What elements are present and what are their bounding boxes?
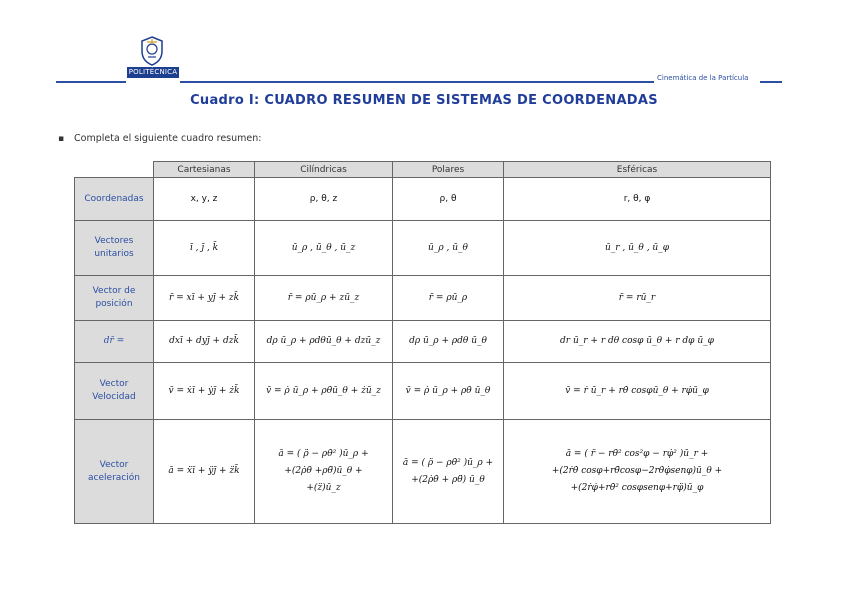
formula-line: ā = ( r̈ − rθ̇² cos²φ − rφ̇² )ū_r + (565, 449, 709, 459)
table-cell: v̄ = ρ̇ ū_ρ + ρθ̇ ū_θ (393, 363, 504, 420)
formula-line: ā = ( ρ̈ − ρθ̇² )ū_ρ + (278, 449, 369, 459)
table-cell (255, 420, 393, 524)
table-cell: ī , j̄ , k̄ (154, 221, 255, 276)
column-header: Esféricas (504, 162, 771, 178)
table-cell (504, 420, 771, 524)
row-label: Vectores unitarios (75, 221, 154, 276)
table-row (75, 178, 771, 221)
table-cell (393, 420, 504, 524)
header-rule-left (56, 81, 126, 83)
table-cell: r̄ = ρū_ρ + zū_z (255, 276, 393, 321)
table-cell: dρ ū_ρ + ρdθ ū_θ (393, 321, 504, 363)
table-cell: dr ū_r + r dθ cosφ ū_θ + r dφ ū_φ (504, 321, 771, 363)
formula-line: +(z̈)ū_z (306, 483, 341, 493)
row-label: Vector de posición (75, 276, 154, 321)
table-cell: dρ ū_ρ + ρdθū_θ + dzū_z (255, 321, 393, 363)
document-title: Cuadro I: CUADRO RESUMEN DE SISTEMAS DE COORDENADAS (190, 93, 658, 108)
formula-line: +(2ṙθ̇ cosφ+rθ̈cosφ−2rθ̇φ̇senφ)ū_θ + (551, 466, 723, 476)
instruction-text: Completa el siguiente cuadro resumen: (74, 133, 262, 144)
formula-line: +(2ρ̇θ̇ + ρθ̈) ū_θ (411, 474, 485, 485)
row-label: dr̄ = (75, 321, 154, 363)
table-cell: ū_r , ū_θ , ū_φ (504, 221, 771, 276)
table-cell: dxī + dyj̄ + dzk̄ (154, 321, 255, 363)
table-cell: ρ, θ (393, 178, 504, 221)
table-cell: r̄ = rū_r (504, 276, 771, 321)
table-row (75, 363, 771, 420)
table-cell: r̄ = xī + yj̄ + zk̄ (154, 276, 255, 321)
university-logo (127, 36, 179, 80)
table-cell: ū_ρ , ū_θ (393, 221, 504, 276)
table-cell: ρ, θ, z (255, 178, 393, 221)
table-cell: x, y, z (154, 178, 255, 221)
table-cell: ū_ρ , ū_θ , ū_z (255, 221, 393, 276)
header-rule-right (180, 81, 654, 83)
column-header: Cilíndricas (255, 162, 393, 178)
header-rule-tail (760, 81, 782, 83)
column-header: Polares (393, 162, 504, 178)
table-row (75, 420, 771, 524)
row-label: Vector aceleración (75, 420, 154, 524)
row-label: Vector Velocidad (75, 363, 154, 420)
row-label: Coordenadas (75, 178, 154, 221)
formula-line: +(2ṙφ̇+rθ̇² cosφsenφ+rφ̈)ū_φ (570, 483, 704, 493)
logo-text: POLITÉCNICA (128, 68, 178, 76)
table-corner (75, 162, 154, 178)
crest-icon (140, 36, 164, 66)
table-cell: v̄ = ẋī + ẏj̄ + żk̄ (154, 363, 255, 420)
coordinate-summary-table (74, 161, 771, 524)
table-cell: r, θ, φ (504, 178, 771, 221)
table-row (75, 276, 771, 321)
table-cell: r̄ = ρū_ρ (393, 276, 504, 321)
table-cell: ā = ẍī + ÿj̄ + z̈k̄ (154, 420, 255, 524)
table-row (75, 321, 771, 363)
table-row (75, 221, 771, 276)
table-cell: v̄ = ṙ ū_r + rθ̇ cosφū_θ + rφ̇ū_φ (504, 363, 771, 420)
formula-line: +(2ρ̇θ̇ +ρθ̈)ū_θ + (284, 466, 363, 476)
column-header: Cartesianas (154, 162, 255, 178)
formula-line: ā = ( ρ̈ − ρθ̇² )ū_ρ + (402, 457, 494, 468)
section-tag: Cinemática de la Partícula (657, 74, 749, 82)
table-header-row (75, 162, 771, 178)
bullet-icon: ▪ (58, 134, 65, 144)
table-cell: v̄ = ρ̇ ū_ρ + ρθ̇ū_θ + żū_z (255, 363, 393, 420)
